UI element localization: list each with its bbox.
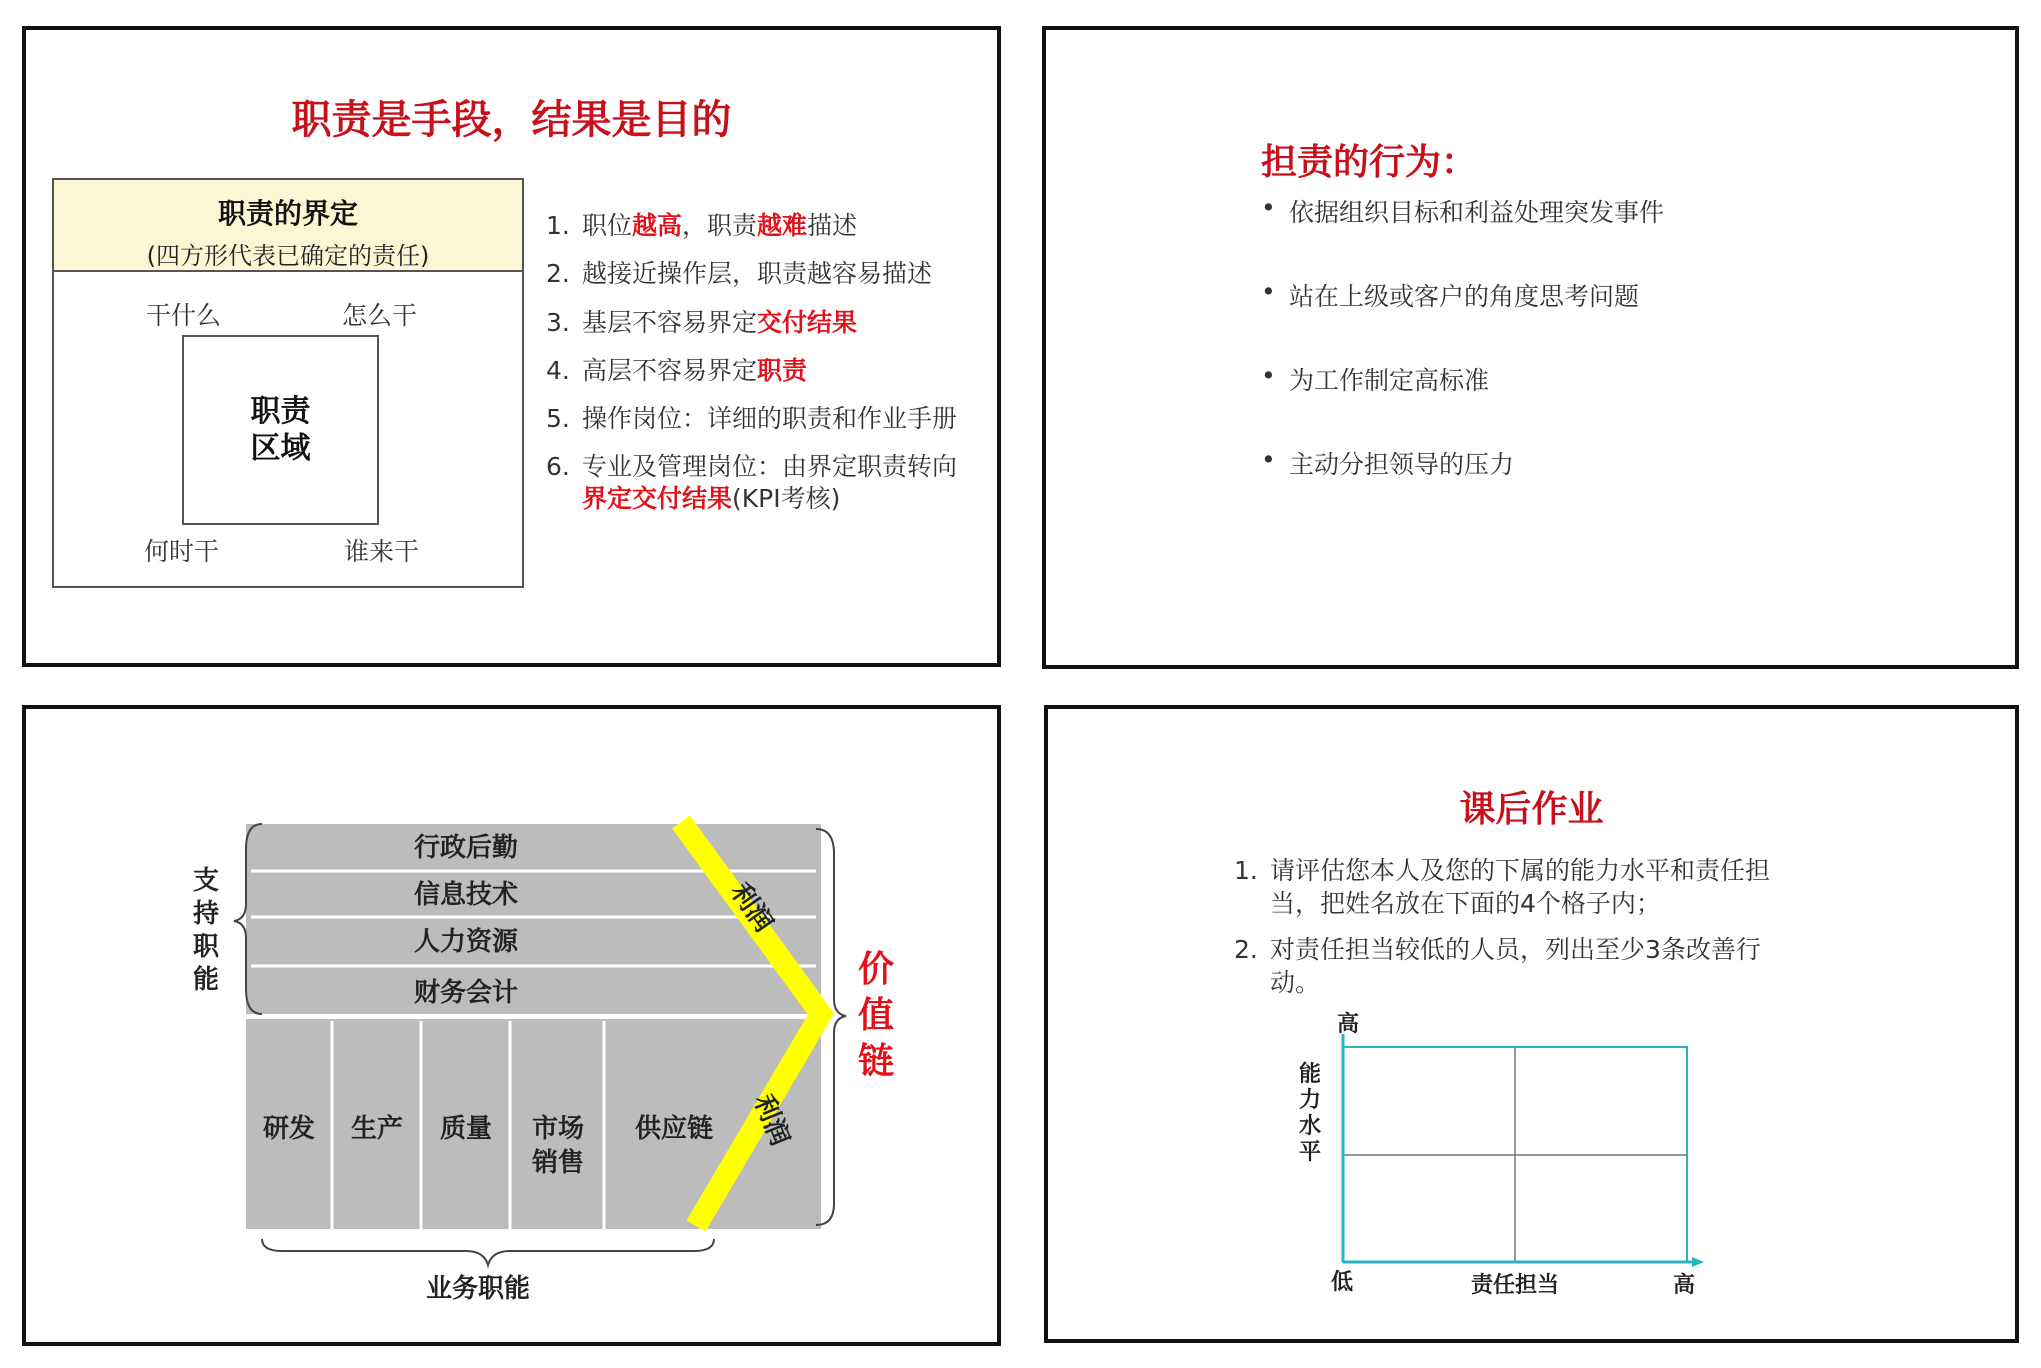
support-row-hr: 人力资源 bbox=[413, 927, 519, 957]
list-item: • 为工作制定高标准 bbox=[1261, 361, 1490, 395]
business-col-supply-chain: 供应链 bbox=[634, 1114, 714, 1144]
support-label-1: 支 bbox=[192, 866, 220, 896]
list-item: 6. 专业及管理岗位：由界定职责转向 界定交付结果(KPI考核) bbox=[546, 452, 958, 513]
list-item: 2. 对责任担当较低的人员，列出至少3条改善行动。 bbox=[1234, 935, 1761, 997]
support-row-admin: 行政后勤 bbox=[413, 833, 519, 863]
support-label-2: 持 bbox=[192, 899, 220, 929]
y-high-label: 高 bbox=[1336, 1012, 1360, 1037]
list-item: • 站在上级或客户的角度思考问题 bbox=[1261, 277, 1640, 311]
list-item: 2. 越接近操作层，职责越容易描述 bbox=[546, 259, 933, 289]
support-row-finance: 财务会计 bbox=[413, 978, 519, 1008]
support-block bbox=[246, 824, 821, 1014]
business-col-quality: 质量 bbox=[439, 1114, 493, 1144]
support-row-it: 信息技术 bbox=[413, 880, 519, 910]
value-chain-diagram bbox=[26, 709, 997, 1342]
profit-label-top: 利润 bbox=[724, 877, 779, 938]
profit-label-bottom: 利润 bbox=[747, 1090, 795, 1150]
behavior-list bbox=[1261, 193, 1664, 529]
list-item: 1. 职位越高，职责越难描述 bbox=[546, 211, 858, 240]
business-col-sales: 市场 bbox=[531, 1114, 585, 1144]
area-line2: 区域 bbox=[250, 431, 311, 466]
support-label-4: 能 bbox=[192, 965, 220, 995]
slide-homework bbox=[1044, 705, 2019, 1343]
slide-accountable-behavior bbox=[1042, 26, 2019, 669]
origin-low-label: 低 bbox=[1330, 1270, 1354, 1295]
responsibility-area bbox=[182, 335, 379, 525]
business-col-production: 生产 bbox=[350, 1114, 404, 1144]
list-item: 5. 操作岗位：详细的职责和作业手册 bbox=[546, 404, 958, 433]
corner-what: 干什么 bbox=[146, 301, 222, 330]
value-chain-1: 价 bbox=[857, 949, 895, 990]
slide4-title: 课后作业 bbox=[1459, 789, 1604, 830]
business-col-rd: 研发 bbox=[262, 1114, 316, 1144]
area-line1: 职责 bbox=[250, 393, 311, 429]
list-item: 1. 请评估您本人及您的下属的能力水平和责任担当，把姓名放在下面的4个格子内； bbox=[1234, 856, 1771, 918]
list-item: 3. 基层不容易界定交付结果 bbox=[546, 307, 858, 337]
slide-responsibility-means bbox=[22, 26, 1001, 667]
business-col-sales-line2: 销售 bbox=[531, 1148, 585, 1178]
definition-header bbox=[54, 180, 522, 272]
definition-title: 职责的界定 bbox=[217, 197, 358, 230]
corner-when: 何时干 bbox=[144, 537, 220, 566]
responsibility-definition-box bbox=[52, 178, 524, 588]
corner-how: 怎么干 bbox=[342, 301, 418, 330]
value-chain-3: 链 bbox=[857, 1041, 895, 1082]
corner-who: 谁来干 bbox=[344, 537, 420, 566]
x-high-label: 高 bbox=[1672, 1273, 1696, 1298]
x-axis-arrow-icon bbox=[1692, 1257, 1704, 1267]
list-item: • 主动分担领导的压力 bbox=[1261, 445, 1515, 479]
slide1-points bbox=[546, 210, 986, 531]
x-axis-label: 责任担当 bbox=[1470, 1273, 1560, 1298]
slide2-heading: 担责的行为： bbox=[1261, 142, 1478, 183]
support-label-3: 职 bbox=[192, 932, 220, 962]
ability-responsibility-matrix bbox=[1048, 709, 2015, 1339]
slide1-title: 职责是手段，结果是目的 bbox=[291, 97, 732, 143]
business-label: 业务职能 bbox=[425, 1274, 531, 1304]
y-axis-label: 能力水平 bbox=[1298, 1062, 1322, 1165]
list-item: • 依据组织目标和利益处理突发事件 bbox=[1261, 193, 1665, 227]
value-chain-2: 值 bbox=[857, 995, 895, 1036]
business-brace bbox=[262, 1239, 714, 1265]
slide-value-chain bbox=[22, 705, 1001, 1346]
list-item: 4. 高层不容易界定职责 bbox=[546, 355, 808, 385]
definition-subtitle: (四方形代表已确定的责任) bbox=[146, 242, 430, 270]
